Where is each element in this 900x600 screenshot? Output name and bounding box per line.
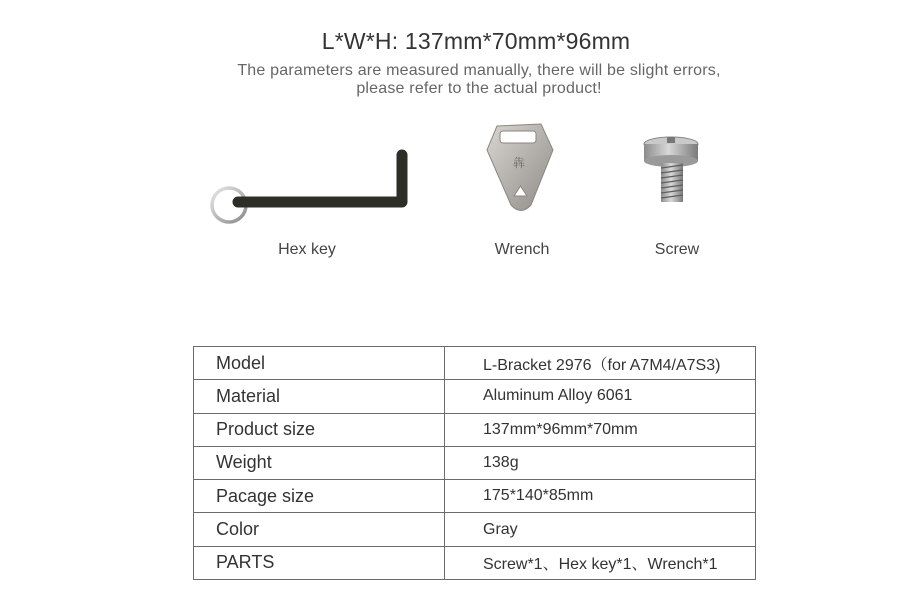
- measurement-note-line1: The parameters are measured manually, there will be slight errors,: [237, 62, 721, 79]
- spec-value: Gray: [445, 513, 756, 546]
- spec-value: 138g: [445, 446, 756, 479]
- spec-key: Weight: [194, 446, 445, 479]
- dimensions-heading: L*W*H: 137mm*70mm*96mm: [321, 28, 631, 54]
- spec-key: Material: [194, 380, 445, 413]
- screw-label: Screw: [654, 241, 700, 258]
- spec-value: L-Bracket 2976（for A7M4/A7S3): [445, 347, 756, 380]
- table-row: [194, 480, 756, 513]
- table-row: [194, 446, 756, 479]
- spec-value: Aluminum Alloy 6061: [445, 380, 756, 413]
- table-row: [194, 347, 756, 380]
- spec-value: 137mm*96mm*70mm: [445, 413, 756, 446]
- spec-key: Pacage size: [194, 480, 445, 513]
- spec-table: [193, 346, 756, 580]
- spec-key: Model: [194, 347, 445, 380]
- measurement-note-line2: please refer to the actual product!: [356, 80, 602, 97]
- wrench-engraving: 犇: [512, 156, 526, 170]
- spec-value: 175*140*85mm: [445, 480, 756, 513]
- table-row: [194, 380, 756, 413]
- screw-icon: [0, 0, 900, 240]
- table-row: [194, 513, 756, 546]
- wrench-label: Wrench: [494, 241, 550, 258]
- table-row: [194, 413, 756, 446]
- table-row: [194, 546, 756, 579]
- spec-key: Color: [194, 513, 445, 546]
- hex-key-label: Hex key: [278, 241, 336, 258]
- spec-value: Screw*1、Hex key*1、Wrench*1: [445, 546, 756, 579]
- spec-key: Product size: [194, 413, 445, 446]
- spec-key: PARTS: [194, 546, 445, 579]
